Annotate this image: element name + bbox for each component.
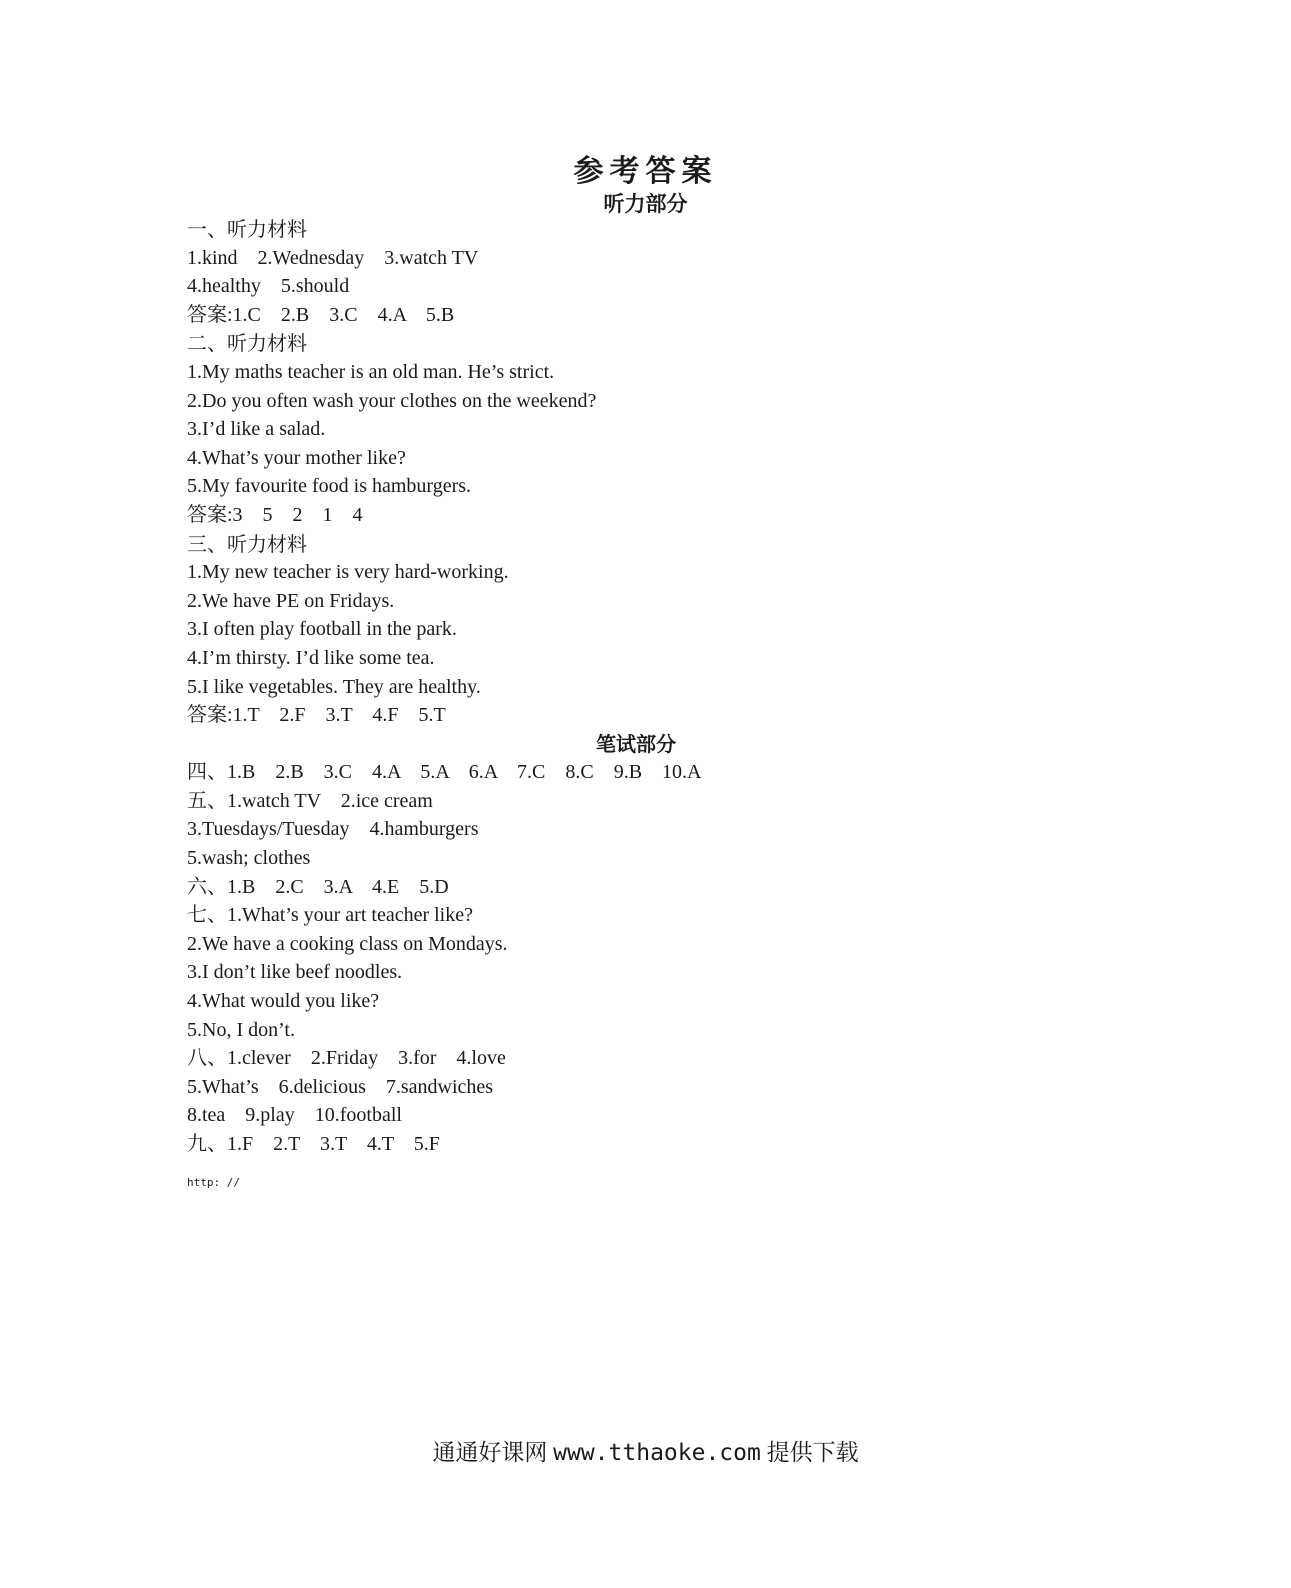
- section-heading: 一、听力材料: [187, 217, 307, 241]
- answer-line: 3.I often play football in the park.: [187, 618, 457, 641]
- answer-line: 8.tea 9.play 10.football: [187, 1104, 402, 1127]
- answer-line: 5.wash; clothes: [187, 847, 311, 870]
- answer-line: 3.I’d like a salad.: [187, 418, 326, 441]
- answer-line: 4.I’m thirsty. I’d like some tea.: [187, 646, 435, 669]
- answer-line: 5.No, I don’t.: [187, 1018, 295, 1041]
- answer-content: [187, 215, 1087, 1159]
- answer-line: 答案:1.T 2.F 3.T 4.F 5.T: [187, 704, 446, 727]
- answer-line: 四、1.B 2.B 3.C 4.A 5.A 6.A 7.C 8.C 9.B 10.A: [187, 761, 702, 784]
- section-heading: 二、听力材料: [187, 331, 307, 356]
- answer-line: 五、1.watch TV 2.ice cream: [187, 789, 433, 812]
- answer-line: 六、1.B 2.C 3.A 4.E 5.D: [187, 875, 449, 898]
- footer-site-name: 通通好课网: [432, 1440, 548, 1466]
- answer-line: 八、1.clever 2.Friday 3.for 4.love: [187, 1047, 506, 1070]
- answer-line: 3.Tuesdays/Tuesday 4.hamburgers: [187, 818, 479, 841]
- answer-line: 5.What’s 6.delicious 7.sandwiches: [187, 1075, 494, 1098]
- answer-line: 2.Do you often wash your clothes on the weekend?: [187, 389, 597, 412]
- answer-line: 1.My maths teacher is an old man. He’s strict.: [187, 360, 555, 383]
- footer-banner: [0, 1434, 1291, 1467]
- answer-line: 4.healthy 5.should: [187, 275, 350, 298]
- answer-line: 七、1.What’s your art teacher like?: [187, 904, 473, 927]
- answer-line: 3.I don’t like beef noodles.: [187, 961, 403, 984]
- page-title: 参考答案: [573, 154, 718, 189]
- answer-line: 5.My favourite food is hamburgers.: [187, 475, 472, 498]
- answer-line: 答案:3 5 2 1 4: [187, 503, 363, 526]
- answer-line: 4.What’s your mother like?: [187, 446, 406, 469]
- answer-line: 4.What would you like?: [187, 990, 380, 1013]
- listening-section-heading: 听力部分: [603, 192, 688, 216]
- answer-line: 1.kind 2.Wednesday 3.watch TV: [187, 246, 479, 269]
- answer-line: 5.I like vegetables. They are healthy.: [187, 675, 481, 698]
- footnote-url: http: //: [187, 1176, 240, 1189]
- section-heading: 三、听力材料: [187, 531, 307, 556]
- answer-line: 九、1.F 2.T 3.T 4.T 5.F: [187, 1133, 440, 1155]
- section-heading: 笔试部分: [596, 731, 676, 756]
- answer-line: 1.My new teacher is very hard-working.: [187, 561, 509, 584]
- answer-line: 2.We have PE on Fridays.: [187, 589, 395, 612]
- answer-line: 2.We have a cooking class on Mondays.: [187, 932, 508, 955]
- footer-suffix: 提供下载: [766, 1440, 859, 1466]
- answer-line: 答案:1.C 2.B 3.C 4.A 5.B: [187, 303, 455, 326]
- footer-url: www.tthaoke.com: [553, 1440, 761, 1466]
